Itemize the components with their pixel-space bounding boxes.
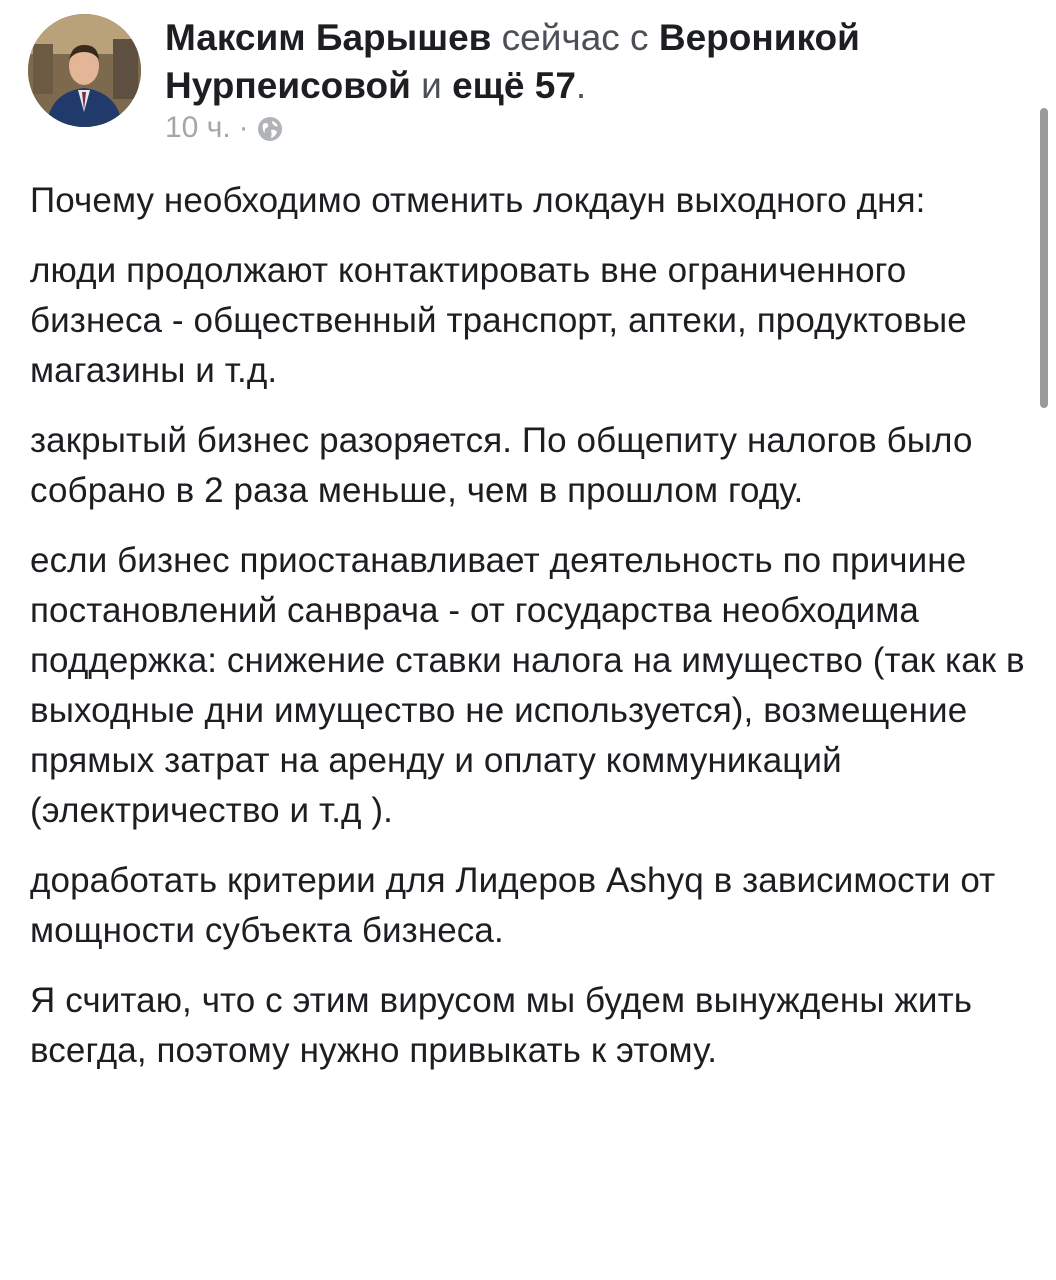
post-paragraph: доработать критерии для Лидеров Ashyq в зависимости от мощности субъекта бизнеса. — [30, 861, 996, 950]
header-period: . — [575, 65, 587, 106]
meta-separator: · — [238, 111, 249, 144]
others-link[interactable]: ещё 57 — [452, 65, 576, 106]
post-text — [30, 176, 1040, 1096]
post-paragraph: люди продолжают контактировать вне ограниченного бизнеса - общественный транспорт, аптеки, продуктовые магазины и т.д. — [30, 251, 967, 390]
and-text: и — [421, 65, 442, 106]
post-paragraph: Почему необходимо отменить локдаун выходного дня: — [30, 181, 926, 220]
post-paragraph: закрытый бизнес разоряется. По общепиту налогов было собрано в 2 раза меньше, чем в прошлом году. — [30, 421, 973, 510]
tagged-person-link[interactable]: Вероникой Нурпеисовой — [165, 17, 860, 106]
post-paragraph: Я считаю, что с этим вирусом мы будем вынуждены жить всегда, поэтому нужно привыкать к этому. — [30, 981, 973, 1070]
post-time[interactable]: 10 ч. — [165, 111, 231, 144]
post-paragraph: если бизнес приостанавливает деятельность по причине постановлений санврача - от государства необходима поддержка: снижение ставки налога на имущество (так как в выходные дни имущество не используется), возмещение прямых затрат на аренду и оплату коммуникаций (электричество и т.д ). — [30, 541, 1025, 830]
scrollbar[interactable] — [1040, 108, 1048, 408]
author-name[interactable]: Максим Барышев — [165, 17, 492, 58]
avatar[interactable] — [28, 14, 141, 127]
activity-text: сейчас с — [501, 17, 649, 58]
avatar-photo — [28, 14, 141, 127]
post-meta — [165, 110, 283, 146]
post-header — [165, 14, 1025, 110]
globe-icon[interactable] — [257, 115, 283, 141]
